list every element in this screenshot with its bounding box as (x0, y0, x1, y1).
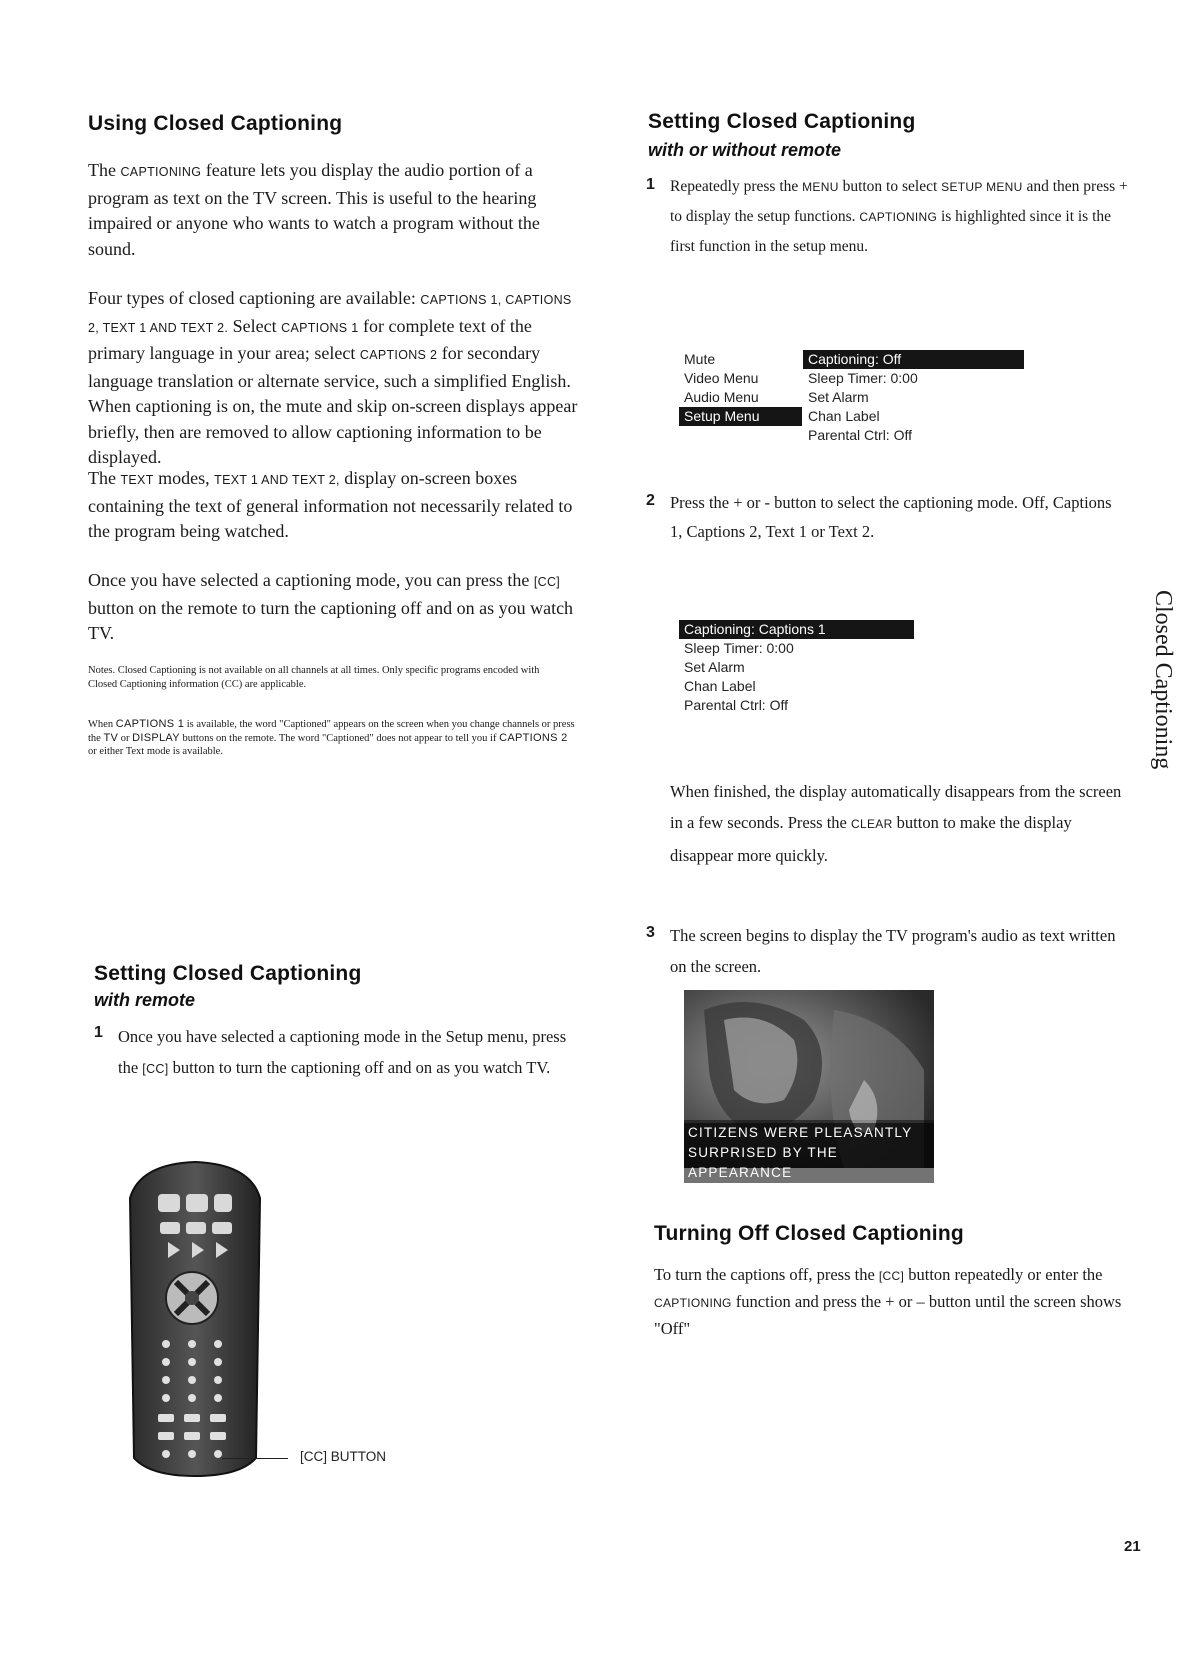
setup-submenu-list (808, 350, 1024, 445)
with-remote-step-1: Once you have selected a captioning mode in the Setup menu, press the [CC] button to turn the captioning off and on as you watch TV. (118, 1027, 567, 1077)
text-modes-paragraph: The TEXT modes, TEXT 1 AND TEXT 2, display on-screen boxes containing the text of general information not necessarily related to the program being watched. (88, 468, 573, 541)
setting-step-2: Press the + or - button to select the captioning mode. Off, Captions 1, Captions 2, Text 1 or Text 2. (670, 493, 1112, 541)
menu-item-video: Video Menu (684, 370, 759, 386)
caption-text-box (684, 1123, 934, 1183)
intro-paragraph: The CAPTIONING feature lets you display the audio portion of a program as text on the TV screen. This is useful to the hearing impaired or anyone who wants to watch a program without the sound. (88, 160, 540, 259)
section-title-setting: Setting Closed Captioning (648, 110, 916, 133)
step-number: 3 (646, 924, 655, 941)
note-captioned-word: When CAPTIONS 1 is available, the word "Captioned" appears on the screen when you change channels or press the TV or DISPLAY buttons on the remote. The word "Captioned" does not appear to tell you if CAPTIONS 2 or either Text mode is available. (88, 718, 575, 757)
side-tab-label: Closed Captioning (1150, 590, 1176, 770)
section-title-turning-off: Turning Off Closed Captioning (654, 1222, 964, 1245)
captioning-mode-screen (684, 620, 914, 715)
cc-button-label: [CC] BUTTON (300, 1449, 387, 1464)
cc-button-pointer-line (222, 1458, 288, 1459)
step-number: 1 (94, 1024, 103, 1041)
step-number: 2 (646, 492, 655, 509)
captioning-mode-highlighted: Captioning: Captions 1 (679, 620, 914, 639)
mode-item-chan-label: Chan Label (684, 678, 756, 694)
side-tab-closed-captioning (1136, 590, 1180, 790)
setting-step-3: The screen begins to display the TV program's audio as text written on the screen. (670, 926, 1116, 976)
caption-types-paragraph: Four types of closed captioning are available: CAPTIONS 1, CAPTIONS 2, TEXT 1 AND TEXT 2. Select CAPTIONS 1 for complete text of the primary language in your area; select CAPTIONS 2 for secondary language translation or alternate service, such a simplified English. When captioning is on, the mute and skip on-screen displays appear briefly, then are removed to allow captioning information to be displayed. (88, 288, 578, 467)
submenu-item-alarm: Set Alarm (808, 389, 869, 405)
section-subtitle-with-remote: with remote (94, 990, 196, 1010)
submenu-item-captioning-highlighted: Captioning: Off (803, 350, 1024, 369)
submenu-item-sleep: Sleep Timer: 0:00 (808, 370, 918, 386)
setting-step-1: Repeatedly press the MENU button to select SETUP MENU and then press + to display the setup functions. CAPTIONING is highlighted since it is the first function in the setup menu. (670, 178, 1128, 255)
section-title-using: Using Closed Captioning (88, 112, 343, 135)
menu-item-mute: Mute (684, 351, 716, 367)
caption-line-1: CITIZENS WERE PLEASANTLY (684, 1123, 934, 1143)
step-number: 1 (646, 176, 655, 193)
page-number: 21 (1124, 1538, 1141, 1555)
remote-control-illustration (120, 1158, 270, 1478)
turning-off-paragraph: To turn the captions off, press the [CC] button repeatedly or enter the CAPTIONING function and press the + or – button until the screen shows "Off" (654, 1265, 1122, 1338)
display-disappears-paragraph: When finished, the display automatically disappears from the screen in a few seconds. Press the CLEAR button to make the display disappear more quickly. (670, 782, 1122, 865)
menu-item-audio: Audio Menu (684, 389, 759, 405)
caption-line-2: SURPRISED BY THE APPEARANCE (684, 1143, 934, 1183)
cc-button-paragraph: Once you have selected a captioning mode, you can press the [CC] button on the remote to turn the captioning off and on as you watch TV. (88, 570, 574, 643)
section-title-with-remote: Setting Closed Captioning (94, 962, 362, 985)
note-availability: Notes. Closed Captioning is not available on all channels at all times. Only specific programs encoded with Closed Captioning information (CC) are applicable. (88, 665, 540, 690)
main-menu-list (684, 350, 802, 426)
menu-item-setup-highlighted: Setup Menu (679, 407, 802, 426)
submenu-item-chan-label: Chan Label (808, 408, 880, 424)
mode-item-alarm: Set Alarm (684, 659, 745, 675)
mode-item-parental: Parental Ctrl: Off (684, 697, 789, 713)
mode-item-sleep: Sleep Timer: 0:00 (684, 640, 794, 656)
setup-menu-screen (684, 350, 1024, 458)
captioned-tv-image (684, 990, 934, 1180)
submenu-item-parental: Parental Ctrl: Off (808, 427, 913, 443)
section-subtitle-setting: with or without remote (648, 140, 841, 160)
